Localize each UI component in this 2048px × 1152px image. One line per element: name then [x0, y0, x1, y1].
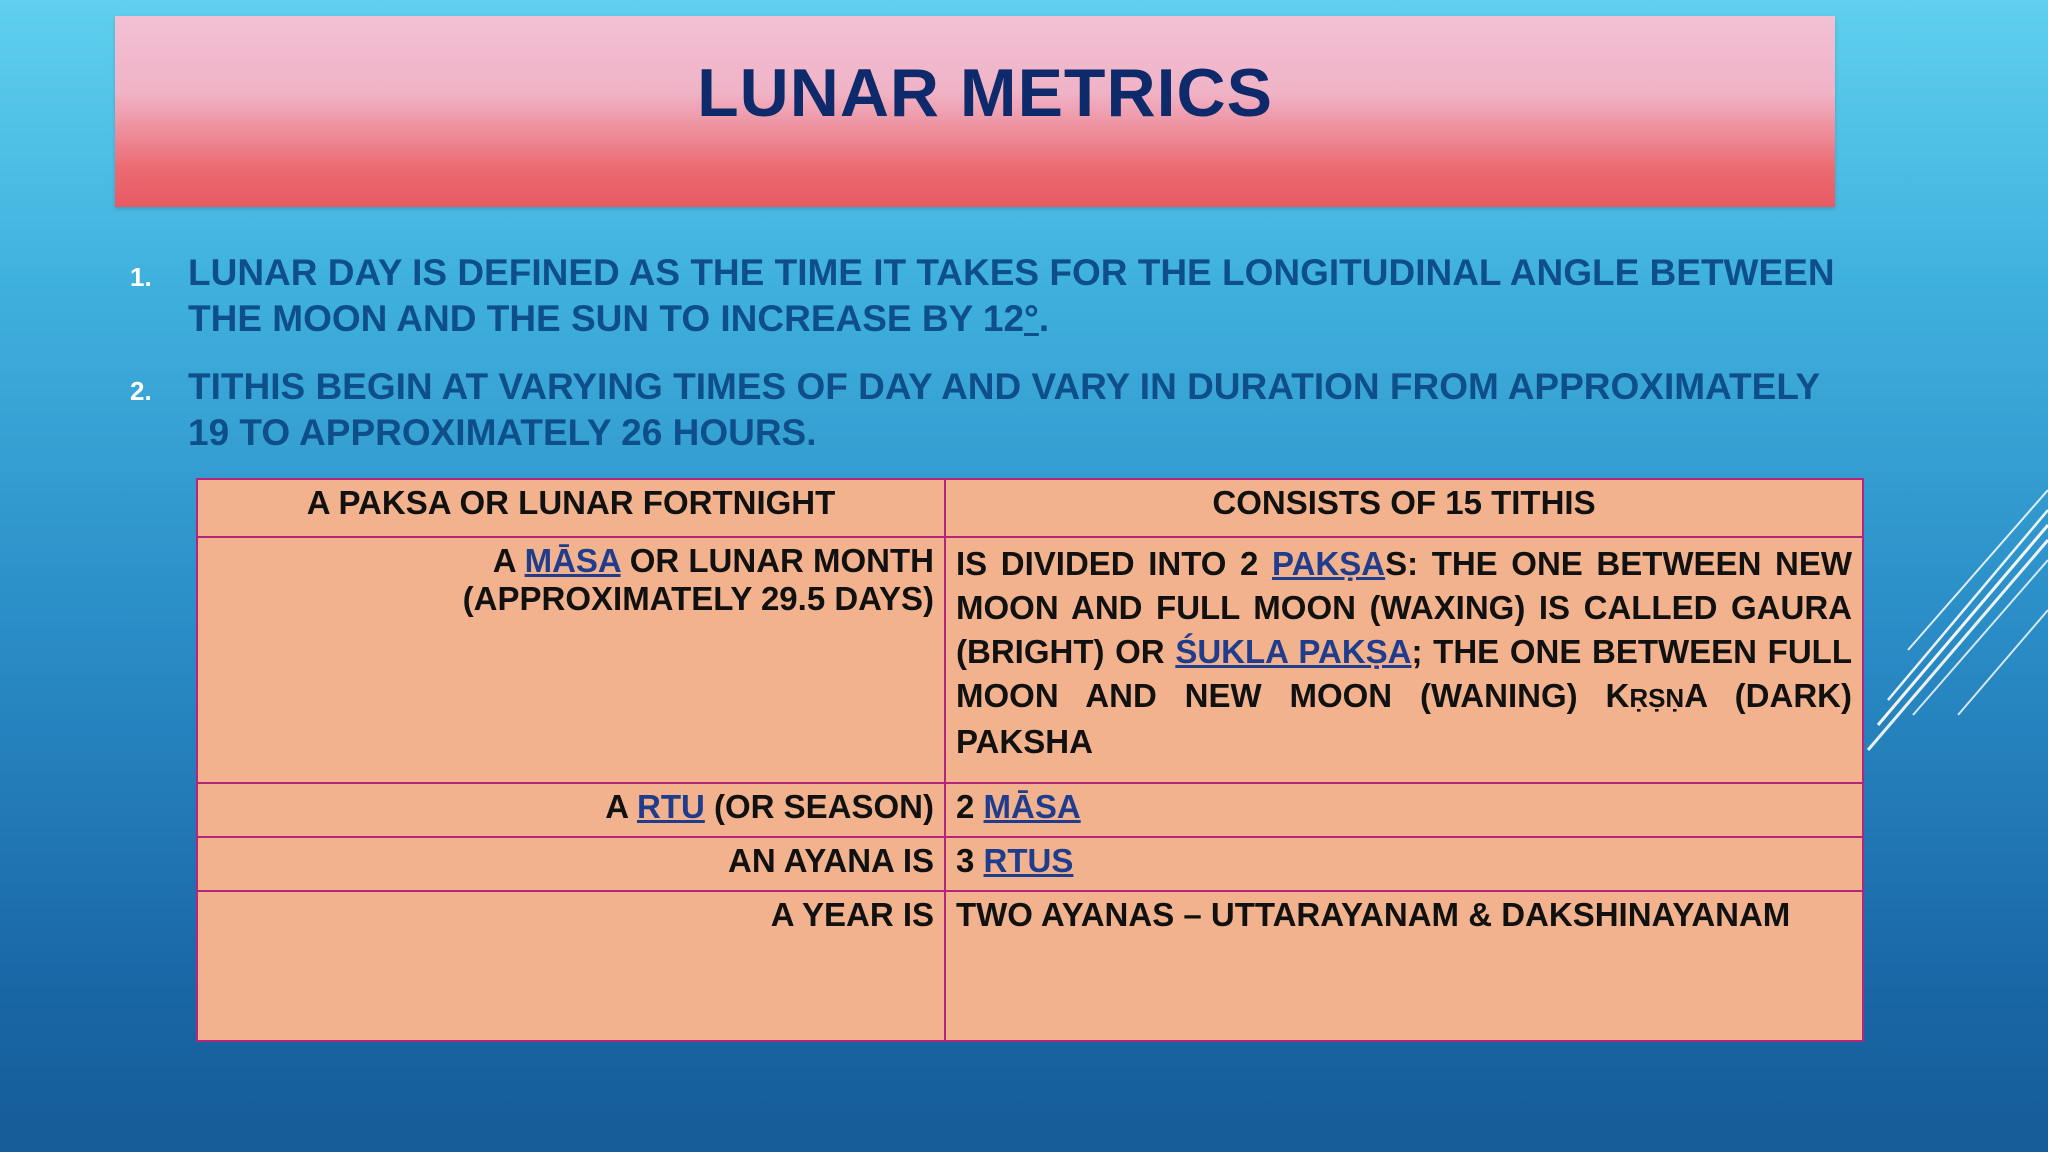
table-row — [197, 537, 1863, 783]
table-row — [197, 783, 1863, 837]
rtu-text: A — [605, 788, 637, 825]
rtu-text: (OR SEASON) — [704, 788, 934, 825]
masa-description-cell — [945, 537, 1863, 783]
table-row — [197, 837, 1863, 891]
shukla-paksa-link[interactable]: ŚUKLA PAKṢA — [1175, 633, 1412, 670]
list-item — [130, 250, 1870, 342]
list-item — [130, 364, 1870, 456]
slide-title: LUNAR METRICS — [697, 55, 1273, 131]
point-text: TITHIS BEGIN AT VARYING TIMES OF DAY AND VARY IN DURATION FROM APPROXIMATELY 19 TO APPROXIMATELY 26 HOURS. — [188, 366, 1820, 453]
rtus-link[interactable]: RTUS — [983, 842, 1074, 879]
rtu-value: 2 — [956, 788, 984, 825]
point-end: . — [1038, 298, 1050, 339]
ayana-value: 3 — [956, 842, 984, 879]
rtu-value-cell — [945, 783, 1863, 837]
bullet-list — [130, 250, 1870, 478]
header-cell-left: A PAKSA OR LUNAR FORTNIGHT — [197, 479, 945, 537]
list-number: 1. — [130, 262, 152, 292]
desc-text: IS DIVIDED INTO 2 — [956, 545, 1273, 582]
desc-text: ; THE ONE BETWEEN FULL MOON AND NEW MOON (WANING) K — [956, 633, 1852, 714]
desc-text: A (DARK) PAKSHA — [956, 677, 1852, 760]
desc-text: S: THE ONE BETWEEN NEW MOON AND FULL MOON (WAXING) IS CALLED GAURA (BRIGHT) OR — [956, 545, 1852, 670]
header-cell-right: CONSISTS OF 15 TITHIS — [945, 479, 1863, 537]
year-value-cell: TWO AYANAS – UTTARAYANAM & DAKSHINAYANAM — [945, 891, 1863, 1041]
masa-text: OR LUNAR MONTH — [620, 542, 934, 579]
ayana-value-cell — [945, 837, 1863, 891]
year-label-cell: A YEAR IS — [197, 891, 945, 1041]
degree-symbol: ° — [1024, 298, 1039, 339]
title-banner — [115, 16, 1835, 207]
masa-label-cell — [197, 537, 945, 783]
rtu-label-cell — [197, 783, 945, 837]
ayana-label-cell: AN AYANA IS — [197, 837, 945, 891]
rtu-link[interactable]: RTU — [636, 788, 705, 825]
masa-text: A — [492, 542, 525, 579]
table-row — [197, 479, 1863, 537]
paksa-link[interactable]: PAKṢA — [1272, 545, 1386, 582]
masa-link[interactable]: MĀSA — [524, 542, 621, 579]
list-number: 2. — [130, 376, 152, 406]
masa-link[interactable]: MĀSA — [983, 788, 1081, 825]
decorative-lines — [1848, 470, 2048, 830]
desc-text: ṚṢṆ — [1629, 683, 1685, 713]
lunar-metrics-table — [196, 478, 1864, 1042]
table-row — [197, 891, 1863, 1041]
point-text: LUNAR DAY IS DEFINED AS THE TIME IT TAKES FOR THE LONGITUDINAL ANGLE BETWEEN THE MOON AND THE SUN TO INCREASE BY 12 — [188, 252, 1835, 339]
masa-note: (APPROXIMATELY 29.5 DAYS) — [462, 580, 934, 617]
